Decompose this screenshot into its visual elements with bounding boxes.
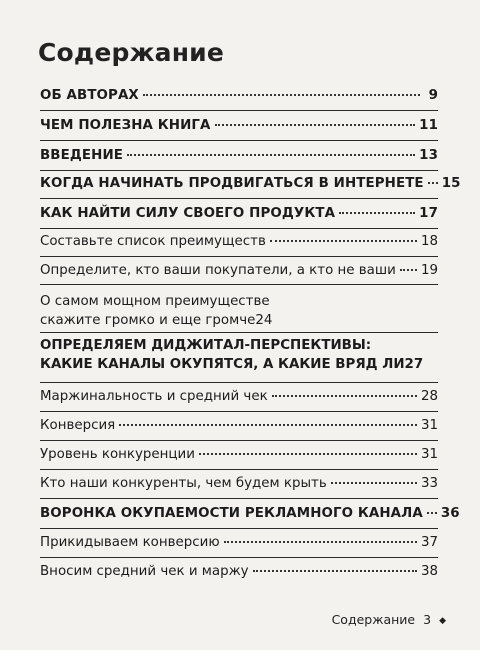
toc-page-number: 24 [255,313,273,328]
dot-leader [119,424,417,426]
toc-entry-label: Кто наши конкуренты, чем будем крыть [40,476,327,491]
section-divider [40,256,438,257]
toc-entry-label: Конверсия [40,418,116,433]
section-divider [40,498,438,499]
toc-entry-label-line2: скажите громко и еще громче [40,313,256,328]
dot-leader [143,94,420,96]
toc-entry-customers[interactable] [40,263,438,278]
toc-entry-main-advantage[interactable] [40,294,438,328]
toc-page-number: 31 [420,418,438,433]
toc-entry-label: Составьте список преимуществ [40,234,266,249]
toc-page-number: 13 [419,148,438,163]
dot-leader [400,269,417,271]
page-footer [332,612,446,627]
section-divider [40,440,438,441]
toc-entry-label: ВВЕДЕНИЕ [40,148,123,163]
toc-entry-label-line1: О самом мощном преимуществе [40,294,270,309]
footer-page-number: 3 [423,612,432,627]
toc-entry-estimate-conversion[interactable] [40,535,438,550]
toc-page-number: 36 [440,506,460,521]
section-divider [40,228,438,229]
section-divider [40,198,438,199]
toc-entry-competition-level[interactable] [40,447,438,462]
toc-page-number: 18 [420,234,438,249]
dot-leader [199,453,417,455]
toc-page-number: 31 [420,447,438,462]
dot-leader [270,240,417,242]
toc-entry-label: Вносим средний чек и маржу [40,564,249,579]
toc-entry-margin[interactable] [40,389,438,404]
toc-entry-about-authors[interactable] [40,88,438,103]
dot-leader [253,570,417,572]
section-divider [40,382,438,383]
section-divider [40,140,438,141]
toc-entry-product-strength[interactable] [40,206,438,221]
toc-entry-label: Определите, кто ваши покупатели, а кто не ваши [40,263,396,278]
section-divider [40,469,438,470]
toc-entry-introduction[interactable] [40,148,438,163]
dot-leader [428,182,438,184]
footer-section-name: Содержание [331,612,416,627]
toc-page-number: 27 [404,357,424,372]
toc-entry-label: ЧЕМ ПОЛЕЗНА КНИГА [40,118,211,133]
section-divider [40,170,438,171]
toc-entry-label: КОГДА НАЧИНАТЬ ПРОДВИГАТЬСЯ В ИНТЕРНЕТЕ [40,176,424,191]
toc-entry-competitors[interactable] [40,476,438,491]
toc-entry-ad-funnel[interactable] [40,506,460,521]
toc-page-number: 28 [420,389,438,404]
toc-page-number: 9 [428,88,438,103]
toc-entry-average-check[interactable] [40,564,438,579]
section-divider [40,528,438,529]
toc-entry-digital-perspectives[interactable] [40,338,438,372]
toc-entry-label: ОБ АВТОРАХ [40,88,139,103]
toc-entry-advantages-list[interactable] [40,234,438,249]
section-divider [40,411,438,412]
dot-leader [331,482,417,484]
toc-page-number: 17 [419,206,438,221]
toc-page-number: 15 [441,176,461,191]
page-title: Содержание [38,38,225,67]
toc-page-number: 33 [420,476,438,491]
toc-entry-label: Уровень конкуренции [40,447,195,462]
toc-page-number: 11 [419,118,438,133]
toc-page-number: 37 [420,535,438,550]
dot-leader [127,154,415,156]
dot-leader [427,512,437,514]
toc-entry-label: ВОРОНКА ОКУПАЕМОСТИ РЕКЛАМНОГО КАНАЛА [40,506,423,521]
toc-entry-when-to-start[interactable] [40,176,461,191]
dot-leader [215,124,416,126]
section-divider [40,284,438,285]
toc-entry-conversion[interactable] [40,418,438,433]
dot-leader [339,212,415,214]
toc-entry-label-line2: КАКИЕ КАНАЛЫ ОКУПЯТСЯ, А КАКИЕ ВРЯД ЛИ [40,357,405,372]
toc-entry-label-line1: ОПРЕДЕЛЯЕМ ДИДЖИТАЛ-ПЕРСПЕКТИВЫ: [40,338,372,353]
dot-leader [224,541,417,543]
section-divider [40,332,438,333]
dot-leader [272,395,417,397]
toc-entry-label: Маржинальность и средний чек [40,389,268,404]
toc-page-number: 38 [420,564,438,579]
toc-entry-label: Прикидываем конверсию [40,535,220,550]
toc-entry-book-benefit[interactable] [40,118,438,133]
section-divider [40,110,438,111]
toc-entry-label: КАК НАЙТИ СИЛУ СВОЕГО ПРОДУКТА [40,206,336,221]
section-divider [40,557,438,558]
toc-page-number: 19 [420,263,438,278]
diamond-icon: ◆ [439,616,446,626]
